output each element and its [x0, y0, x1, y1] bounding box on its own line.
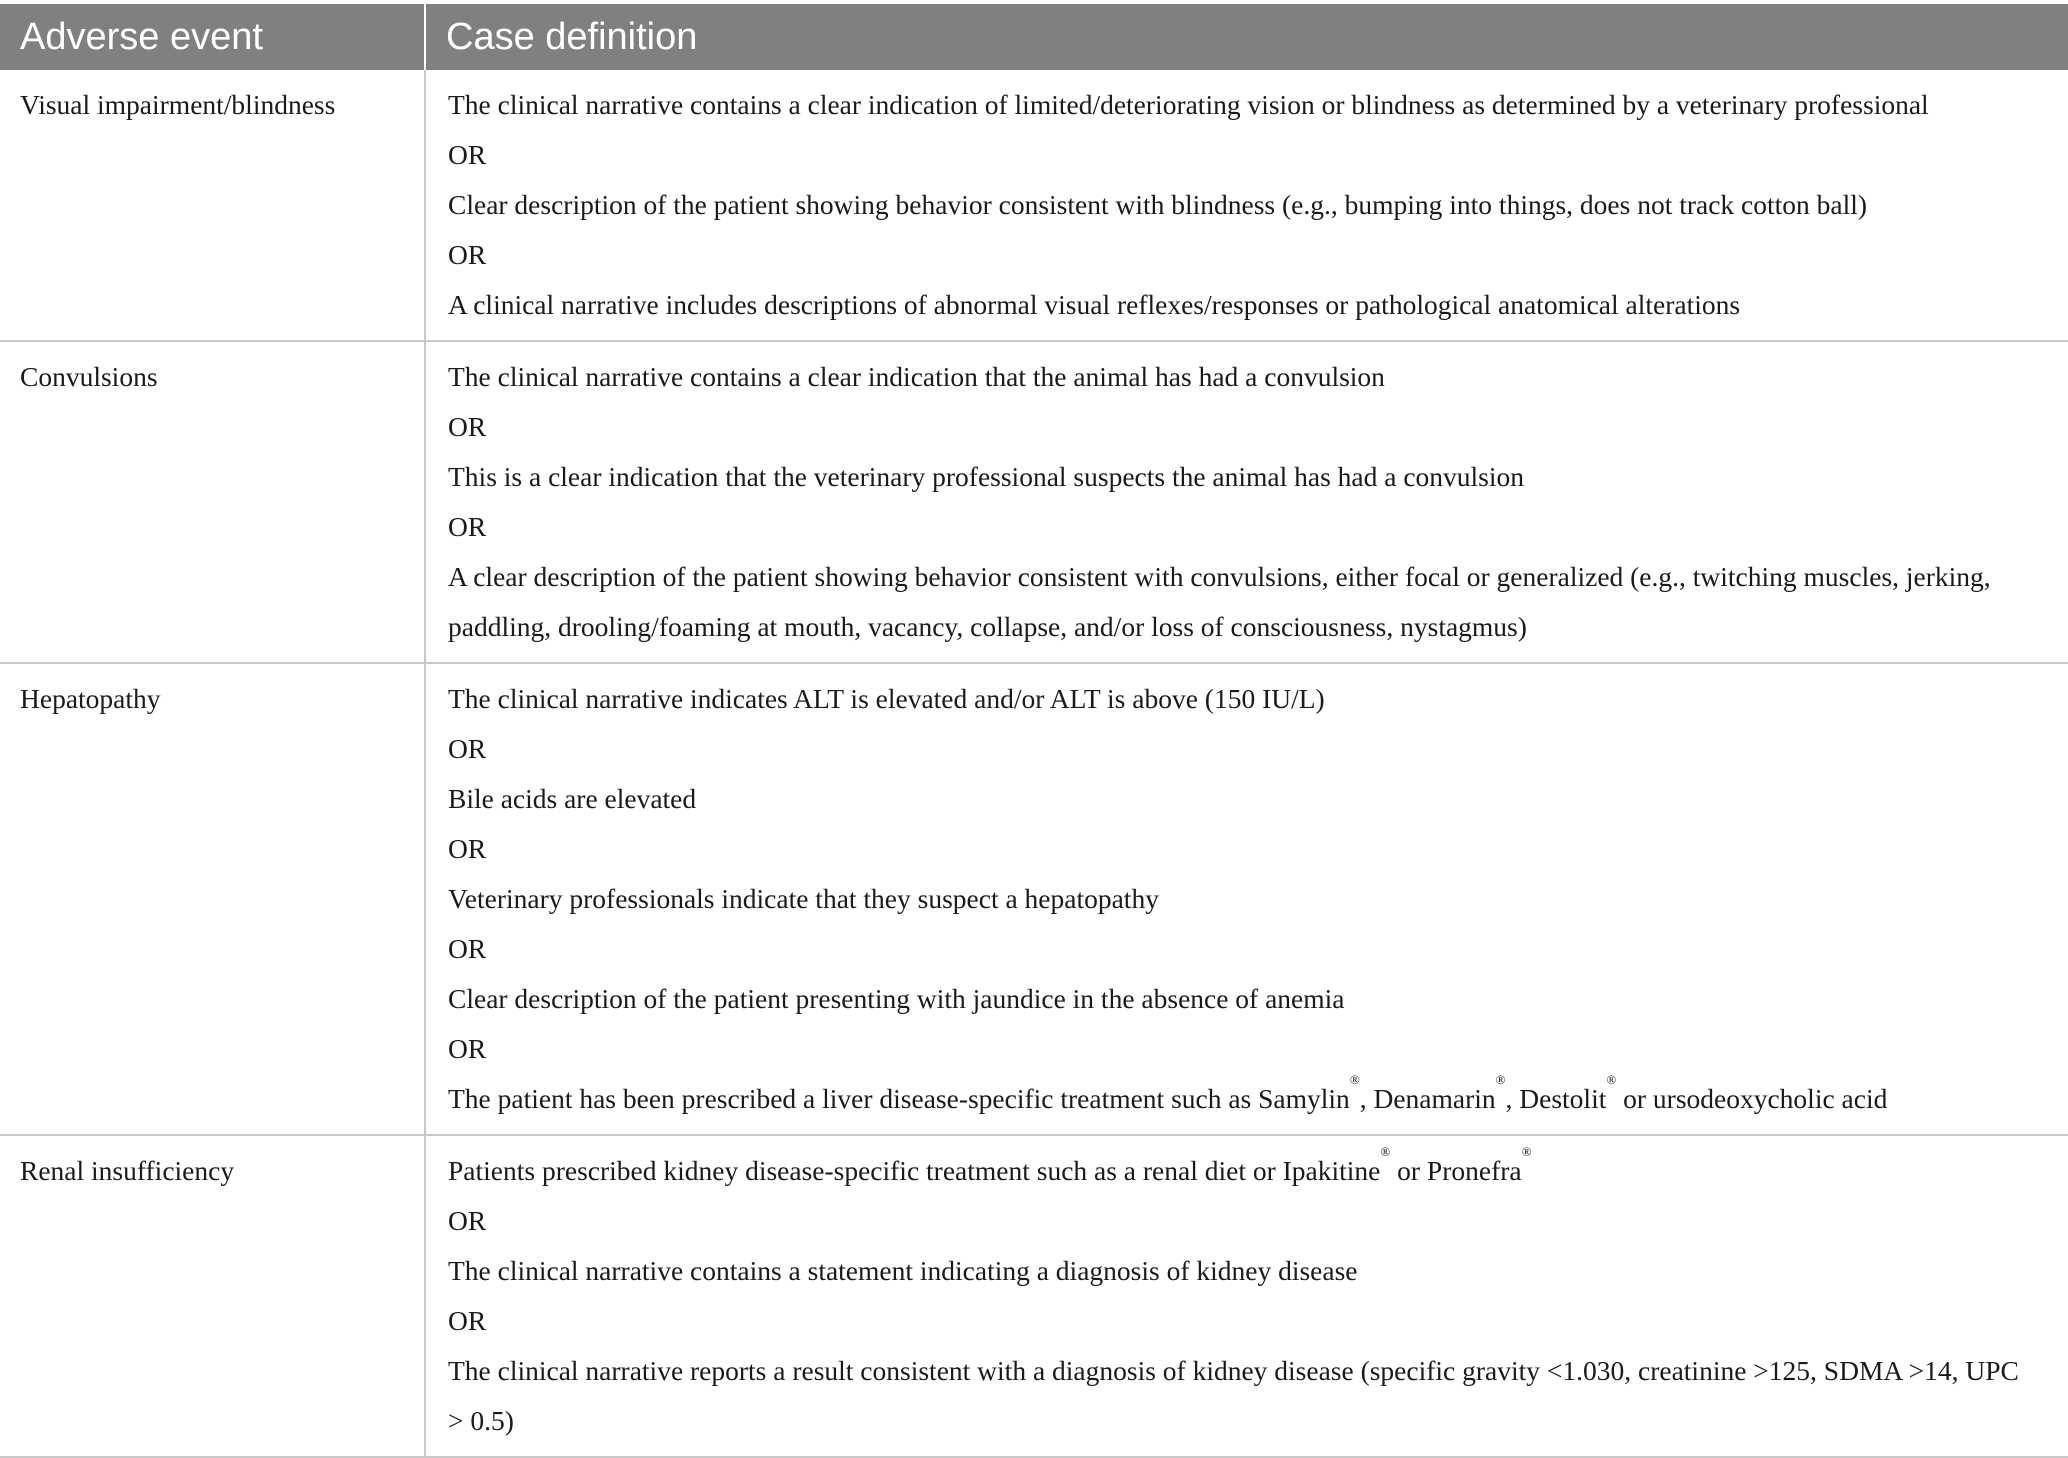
case-definition-table: [0, 4, 2068, 1458]
table-row: [0, 70, 2068, 341]
or-separator: OR: [448, 733, 487, 764]
definition-line: Patients prescribed kidney disease-specific treatment such as a renal diet or Ipakitine® or Pronefra®: [448, 1144, 1532, 1186]
definition-line: Clear description of the patient presenting with jaundice in the absence of anemia: [448, 983, 1345, 1014]
or-separator: OR: [448, 1033, 487, 1064]
or-separator: OR: [448, 1305, 487, 1336]
case-definition-cell: [425, 341, 2068, 663]
or-separator: OR: [448, 511, 487, 542]
registered-mark: ®: [1521, 1144, 1532, 1159]
table-header: [0, 4, 2068, 70]
or-separator: OR: [448, 411, 487, 442]
adverse-event-cell: Visual impairment/blindness: [20, 89, 336, 120]
definition-line: Clear description of the patient showing behavior consistent with blindness (e.g., bumping into things, does not track cotton ball): [448, 189, 1868, 220]
adverse-event-cell: Hepatopathy: [20, 683, 161, 714]
or-separator: OR: [448, 239, 487, 270]
adverse-event-cell: Convulsions: [20, 361, 158, 392]
table-row: [0, 341, 2068, 663]
header-row: [0, 4, 2068, 70]
case-definition-cell: [425, 70, 2068, 341]
definition-line: The patient has been prescribed a liver disease-specific treatment such as Samylin®, Denamarin®, Destolit® or ursodeoxycholic acid: [448, 1072, 1888, 1114]
adverse-event-cell: Renal insufficiency: [20, 1155, 235, 1186]
or-separator: OR: [448, 139, 487, 170]
table-body: [0, 70, 2068, 1457]
definition-line: A clear description of the patient showing behavior consistent with convulsions, either focal or generalized (e.g., twitching muscles, jerking, paddling, drooling/foaming at mouth, vacancy, collapse, and/or loss of consciousness, nystagmus): [448, 561, 1991, 642]
registered-mark: ®: [1380, 1144, 1391, 1159]
definition-line: The clinical narrative contains a statement indicating a diagnosis of kidney disease: [448, 1255, 1358, 1286]
registered-mark: ®: [1495, 1072, 1506, 1087]
definition-line: Bile acids are elevated: [448, 783, 697, 814]
or-separator: OR: [448, 1205, 487, 1236]
case-definition-cell: [425, 663, 2068, 1135]
case-definition-table-container: [0, 4, 2068, 1458]
registered-mark: ®: [1606, 1072, 1617, 1087]
definition-line: The clinical narrative contains a clear indication of limited/deteriorating vision or blindness as determined by a veterinary professional: [448, 89, 1929, 120]
table-row: [0, 1135, 2068, 1457]
definition-line: This is a clear indication that the veterinary professional suspects the animal has had a convulsion: [448, 461, 1525, 492]
definition-line: The clinical narrative contains a clear indication that the animal has had a convulsion: [448, 361, 1385, 392]
definition-line: A clinical narrative includes descriptions of abnormal visual reflexes/responses or pathological anatomical alterations: [448, 289, 1741, 320]
header-case-definition: Case definition: [425, 4, 2068, 70]
definition-line: The clinical narrative reports a result consistent with a diagnosis of kidney disease (specific gravity <1.030, creatinine >125, SDMA >14, UPC > 0.5): [448, 1355, 2019, 1436]
or-separator: OR: [448, 933, 487, 964]
header-adverse-event: Adverse event: [0, 4, 425, 70]
definition-line: The clinical narrative indicates ALT is elevated and/or ALT is above (150 IU/L): [448, 683, 1325, 714]
registered-mark: ®: [1349, 1072, 1360, 1087]
definition-line: Veterinary professionals indicate that they suspect a hepatopathy: [448, 883, 1159, 914]
table-row: [0, 663, 2068, 1135]
or-separator: OR: [448, 833, 487, 864]
case-definition-cell: [425, 1135, 2068, 1457]
